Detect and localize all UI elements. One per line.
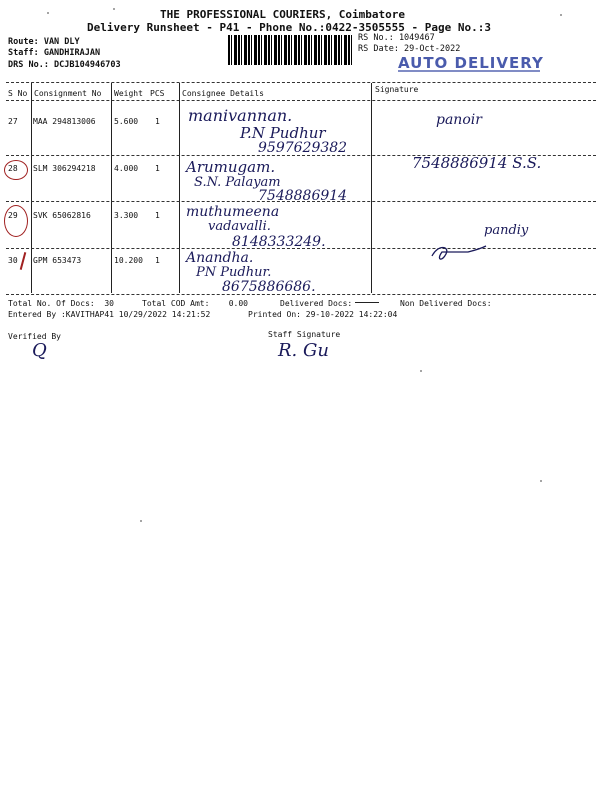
entered-by: Entered By :KAVITHAP41 10/29/2022 14:21:52 [8,310,211,319]
handwritten-phone: 9597629382 [258,140,348,156]
row-pcs: 1 [155,211,160,220]
col-divider-2 [111,83,112,293]
col-divider-3 [179,83,180,293]
header-consignee: Consignee Details [182,89,264,98]
row-consignment: MAA 294813006 [33,117,96,126]
total-cod: Total COD Amt: 0.00 [142,299,248,308]
row-circle-mark [4,205,28,237]
header-weight: Weight [114,89,143,98]
table-header-border [6,100,596,101]
staff-signature: R. Gu [278,340,329,361]
handwritten-name: Arumugam. [186,158,276,176]
rs-date: RS Date: 29-Oct-2022 [358,44,461,54]
verified-by-label: Verified By [8,332,61,341]
row-sno: 29 [8,211,18,220]
delivered-docs: Delivered Docs: [280,299,353,308]
handwritten-name: muthumeena [186,204,280,220]
handwritten-name: manivannan. [188,106,293,125]
scan-speck [540,480,542,482]
rs-number: RS No.: 1049467 [358,33,435,43]
barcode-image [228,35,353,65]
verified-signature: Q [32,340,47,361]
row-consignment: GPM 653473 [33,256,82,265]
route-label: Route: VAN DLY [8,37,80,47]
table-top-border [6,82,596,83]
handwritten-signature: pandiy [484,223,529,238]
drs-number: DRS No.: DCJB104946703 [8,60,121,70]
col-divider-4 [371,83,372,293]
stamp-underline [398,70,540,72]
header-pcs: PCS [150,89,165,98]
row-pcs: 1 [155,256,160,265]
company-title: THE PROFESSIONAL COURIERS, Coimbatore [160,8,406,21]
handwritten-place: P.N Pudhur [240,124,326,142]
header-sno: S No [8,89,28,98]
handwritten-place: vadavalli. [208,219,271,234]
header-consignment: Consignment No [34,89,102,98]
handwritten-place: PN Pudhur. [196,265,272,280]
delivered-docs-line [355,302,379,303]
row-consignment: SLM 306294218 [33,164,96,173]
scan-speck [420,370,422,372]
handwritten-place: S.N. Palayam [194,175,281,190]
scan-speck [47,12,49,14]
row-border [6,201,596,202]
signature-scribble [428,240,488,264]
table-bottom-border [6,294,596,295]
runsheet-title: Delivery Runsheet - P41 - Phone No.:0422-3505555 - Page No.:3 [87,21,491,34]
row-pcs: 1 [155,117,160,126]
total-docs: Total No. Of Docs: 30 [8,299,114,308]
scan-speck [140,520,142,522]
row-sno: 28 [8,164,18,173]
handwritten-name: Anandha. [186,250,254,266]
row-weight: 3.300 [114,211,139,220]
staff-label: Staff: GANDHIRAJAN [8,48,101,58]
row-tick-mark [20,252,27,270]
staff-signature-label: Staff Signature [268,330,341,339]
printed-on: Printed On: 29-10-2022 14:22:04 [248,310,398,319]
row-sno: 30 [8,256,18,265]
header-signature: Signature [375,85,419,94]
scan-speck [560,14,562,16]
handwritten-phone: 8148333249. [232,234,326,250]
handwritten-signature: panoir [436,112,482,128]
row-sno: 27 [8,117,18,126]
row-consignment: SVK 65062816 [33,211,91,220]
row-weight: 10.200 [114,256,143,265]
col-divider-1 [31,83,32,293]
non-delivered-docs: Non Delivered Docs: [400,299,492,308]
scan-speck [113,8,115,10]
auto-delivery-stamp: AUTO DELIVERY [398,54,544,72]
row-pcs: 1 [155,164,160,173]
row-weight: 4.000 [114,164,139,173]
handwritten-signature: 7548886914 S.S. [412,154,542,172]
row-border [6,248,596,249]
handwritten-phone: 7548886914 [258,188,348,204]
row-weight: 5.600 [114,117,139,126]
handwritten-phone: 8675886686. [222,279,316,295]
